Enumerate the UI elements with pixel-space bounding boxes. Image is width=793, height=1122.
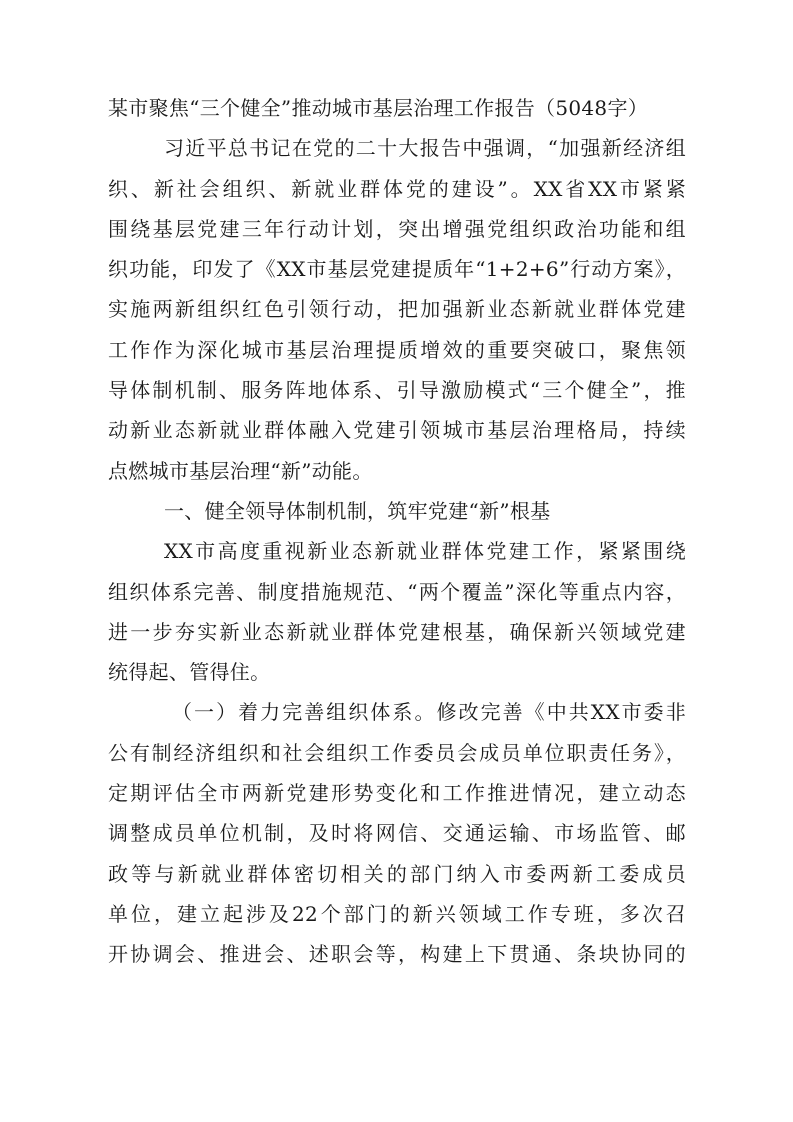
paragraph-section-1 [108, 531, 686, 692]
text-line: 围绕基层党建三年行动计划，突出增强党组织政治功能和组 [108, 216, 686, 241]
text-line: 单位，建立起涉及22个部门的新兴领域工作专班，多次召 [108, 901, 686, 926]
document-title: 某市聚焦“三个健全”推动城市基层治理工作报告（5048字） [108, 96, 649, 120]
text-line: 定期评估全市两新党建形势变化和工作推进情况，建立动态 [108, 781, 686, 806]
text-line: 动新业态新就业群体融入党建引领城市基层治理格局，持续 [108, 418, 686, 443]
text-line: （一）着力完善组织体系。修改完善《中共XX市委非 [172, 700, 686, 725]
text-line: 开协调会、推进会、述职会等，构建上下贯通、条块协同的 [108, 942, 686, 967]
text-line: 习近平总书记在党的二十大报告中强调，“加强新经济组 [164, 136, 686, 161]
text-line: 织功能，印发了《XX市基层党建提质年“1+2+6”行动方案》， [108, 257, 686, 282]
text-line: 工作作为深化城市基层治理提质增效的重要突破口，聚焦领 [108, 337, 686, 362]
text-line: 调整成员单位机制，及时将网信、交通运输、市场监管、邮 [108, 821, 686, 846]
text-line: 组织体系完善、制度措施规范、“两个覆盖”深化等重点内容， [108, 579, 686, 604]
text-line: 导体制机制、服务阵地体系、引导激励模式“三个健全”，推 [108, 378, 686, 403]
text-line: XX市高度重视新业态新就业群体党建工作，紧紧围绕 [164, 539, 686, 564]
text-line: 进一步夯实新业态新就业群体党建根基，确保新兴领域党建 [108, 619, 686, 644]
text-line: 织、新社会组织、新就业群体党的建设”。XX省XX市紧紧 [108, 176, 686, 201]
section-heading-text: 一、健全领导体制机制，筑牢党建“新”根基 [164, 498, 551, 523]
text-line: 统得起、管得住。 [108, 660, 271, 685]
paragraph-subsection-1 [108, 692, 686, 974]
paragraph-intro [108, 128, 686, 491]
document-body [108, 88, 686, 975]
section-heading-1 [108, 491, 686, 531]
text-line: 政等与新就业群体密切相关的部门纳入市委两新工委成员 [108, 861, 686, 886]
text-line: 实施两新组织红色引领行动，把加强新业态新就业群体党建 [108, 297, 686, 322]
text-line: 公有制经济组织和社会组织工作委员会成员单位职责任务》， [108, 740, 686, 765]
text-line: 点燃城市基层治理“新”动能。 [108, 458, 373, 483]
